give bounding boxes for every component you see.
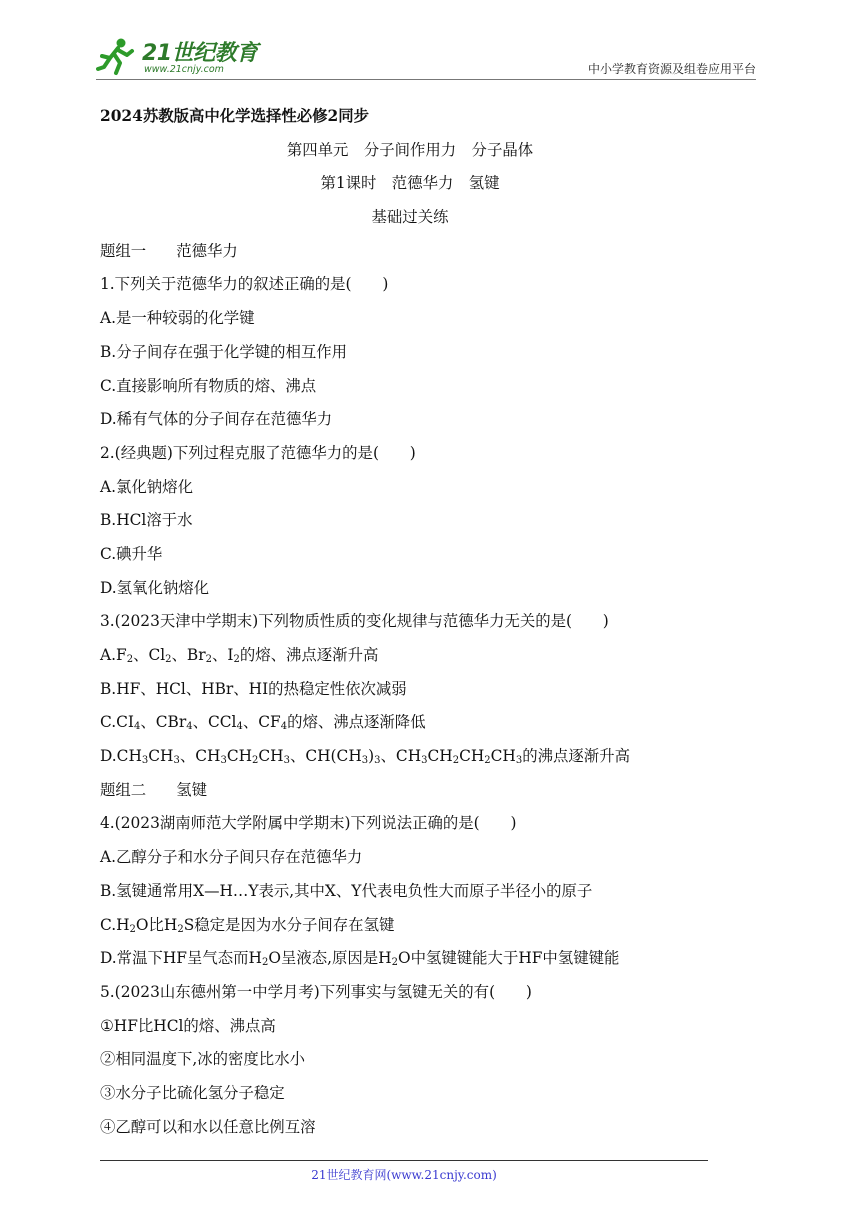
question-4-stem: 4.(2023湖南师范大学附属中学期末)下列说法正确的是( ) [100, 814, 517, 833]
unit-title: 第四单元 分子间作用力 分子晶体 [286, 140, 534, 159]
document-title: 2024苏教版高中化学选择性必修2同步 [100, 107, 370, 125]
group-topic: 氢键 [176, 780, 207, 799]
header-divider [96, 79, 756, 80]
question-1-option-d: D.稀有气体的分子间存在范德华力 [100, 410, 333, 429]
question-5-item-4: ④乙醇可以和水以任意比例互溶 [100, 1117, 316, 1136]
group-heading-2 [100, 774, 720, 808]
question-4-option-c: $C.H_2O$比$H_2S$稳定是因为水分子间存在氢键 [100, 915, 395, 935]
question-3-option-d: $D.CH_3CH_3$、$CH_3CH_2CH_3$、$CH(CH_3)_3$、$CH_3CH_2CH_2CH_3$的沸点逐渐升高 [100, 747, 630, 767]
section-title: 基础过关练 [371, 208, 449, 227]
question-3-stem: 3.(2023天津中学期末)下列物质性质的变化规律与范德华力无关的是( ) [100, 612, 609, 631]
group-label: 题组一 [100, 241, 147, 260]
lesson-title: 第1课时 范德华力 氢键 [320, 174, 500, 193]
question-2-option-a: A.氯化钠熔化 [100, 477, 193, 496]
document-body [100, 100, 720, 1144]
question-5-item-3: ③水分子比硫化氢分子稳定 [100, 1083, 285, 1102]
question-2-stem: 2.(经典题)下列过程克服了范德华力的是( ) [100, 443, 416, 462]
question-4-option-d: D.常温下HF呈气态而$H_2O$呈液态,原因是$H_2O$中氢键键能大于HF中氢键键能 [100, 949, 620, 969]
group-heading-1 [100, 235, 720, 269]
question-3-option-b: B.HF、HCl、HBr、HI的热稳定性依次减弱 [100, 679, 407, 698]
question-1-option-a: A.是一种较弱的化学键 [100, 309, 255, 328]
header-tagline: 中小学教育资源及组卷应用平台 [587, 62, 756, 76]
question-4-option-b: B.氢键通常用X—H…Y表示,其中X、Y代表电负性大而原子半径小的原子 [100, 881, 593, 900]
page-header [96, 34, 756, 80]
question-2-option-d: D.氢氧化钠熔化 [100, 578, 210, 597]
footer-link[interactable]: 21世纪教育网(www.21cnjy.com) [311, 1168, 497, 1182]
question-1-option-b: B.分子间存在强于化学键的相互作用 [100, 342, 348, 361]
question-3-option-a: $A.F_2$、$Cl_2$、$Br_2$、$I_2$的熔、沸点逐渐升高 [100, 646, 379, 665]
logo-url: www.21cnjy.com [144, 64, 224, 75]
runner-logo-icon [96, 36, 136, 76]
logo-text: 21世纪教育 [142, 41, 258, 66]
question-3-option-c: $C.CI_4$、CBr$_4$、CCl$_4$、$CF_4$的熔、沸点逐渐降低 [100, 713, 426, 733]
footer-divider [100, 1160, 708, 1161]
site-logo[interactable] [96, 34, 266, 80]
question-2-option-c: C.碘升华 [100, 544, 163, 563]
question-5-item-1: ①HF比HCl的熔、沸点高 [100, 1016, 276, 1035]
question-2-option-b: B.HCl溶于水 [100, 511, 193, 530]
group-topic: 范德华力 [176, 241, 238, 260]
question-5-item-2: ②相同温度下,冰的密度比水小 [100, 1050, 305, 1069]
group-label: 题组二 [100, 780, 147, 799]
question-5-stem: 5.(2023山东德州第一中学月考)下列事实与氢键无关的有( ) [100, 982, 532, 1001]
question-4-option-a: A.乙醇分子和水分子间只存在范德华力 [100, 848, 363, 867]
question-1-option-c: C.直接影响所有物质的熔、沸点 [100, 376, 317, 395]
question-1-stem: 1.下列关于范德华力的叙述正确的是( ) [100, 275, 389, 294]
